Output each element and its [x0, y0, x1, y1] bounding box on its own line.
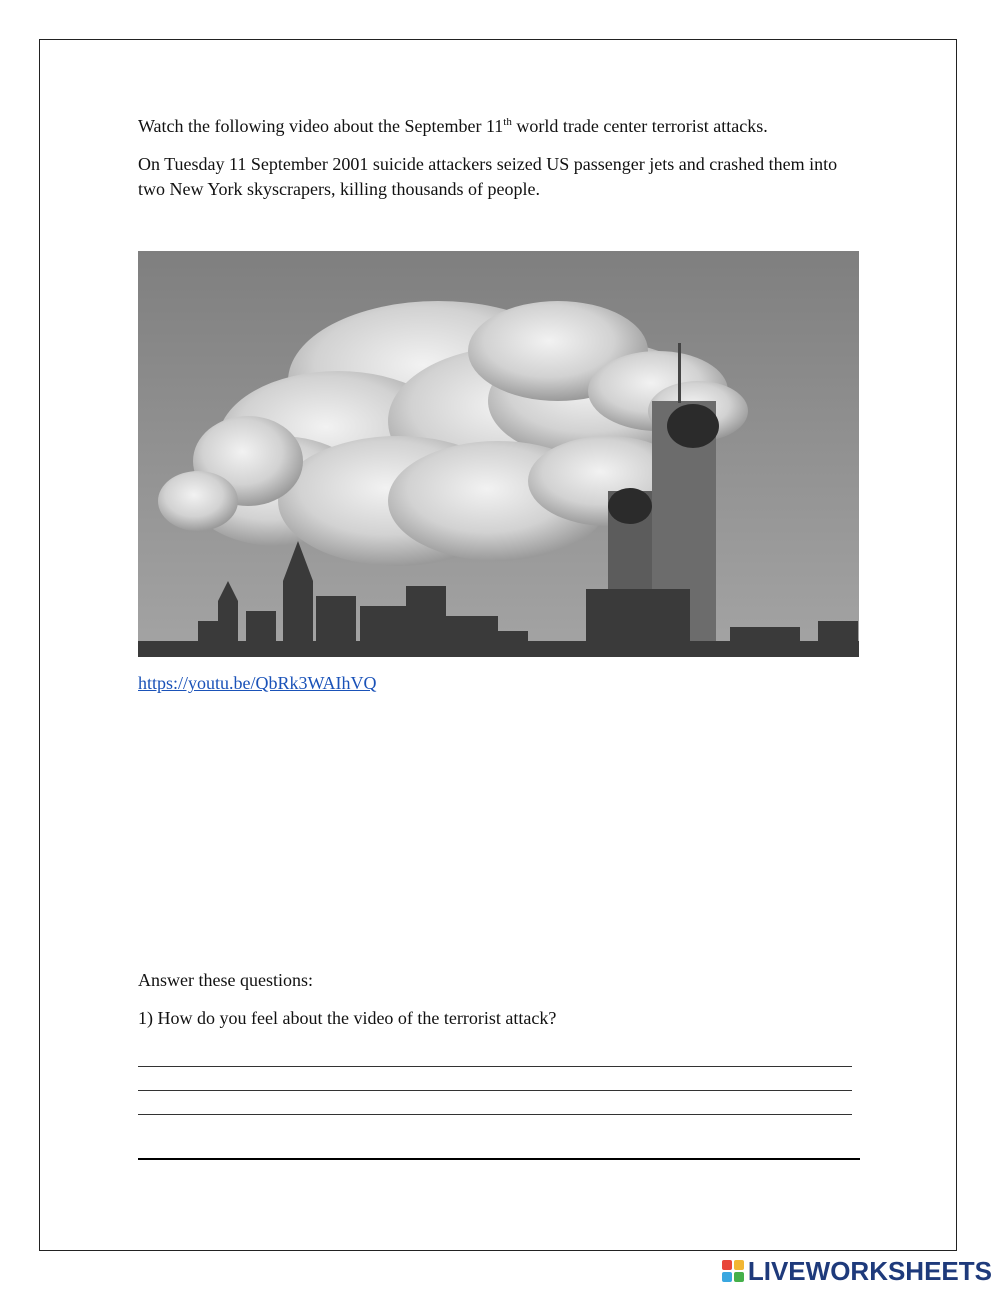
questions-heading: Answer these questions:: [138, 970, 313, 990]
question-1: 1) How do you feel about the video of the terrorist attack?: [138, 1008, 557, 1028]
answer-separator: [138, 1158, 860, 1160]
photo-illustration: [138, 251, 859, 657]
brand-square-3: [722, 1272, 732, 1282]
brand-square-1: [722, 1260, 732, 1270]
brand-logo: [722, 1257, 992, 1285]
ordinal-suffix: th: [503, 116, 512, 128]
brand-name: LIVEWORKSHEETS: [747, 1255, 992, 1286]
video-link[interactable]: https://youtu.be/QbRk3WAIhVQ: [138, 673, 377, 693]
brand-mark-icon: [722, 1260, 744, 1282]
brand-square-4: [734, 1272, 744, 1282]
answer-line-2[interactable]: [138, 1090, 852, 1091]
answer-line-3[interactable]: [138, 1114, 852, 1115]
summary-text: On Tuesday 11 September 2001 suicide attackers seized US passenger jets and crashed them into two New York skyscrapers, killing thousands of people.: [138, 154, 838, 199]
twin-towers-photo: [138, 251, 859, 657]
brand-square-2: [734, 1260, 744, 1270]
intro-text: Watch the following video about the September 11th world trade center terrorist attacks.: [138, 116, 768, 136]
answer-line-1[interactable]: [138, 1066, 852, 1067]
